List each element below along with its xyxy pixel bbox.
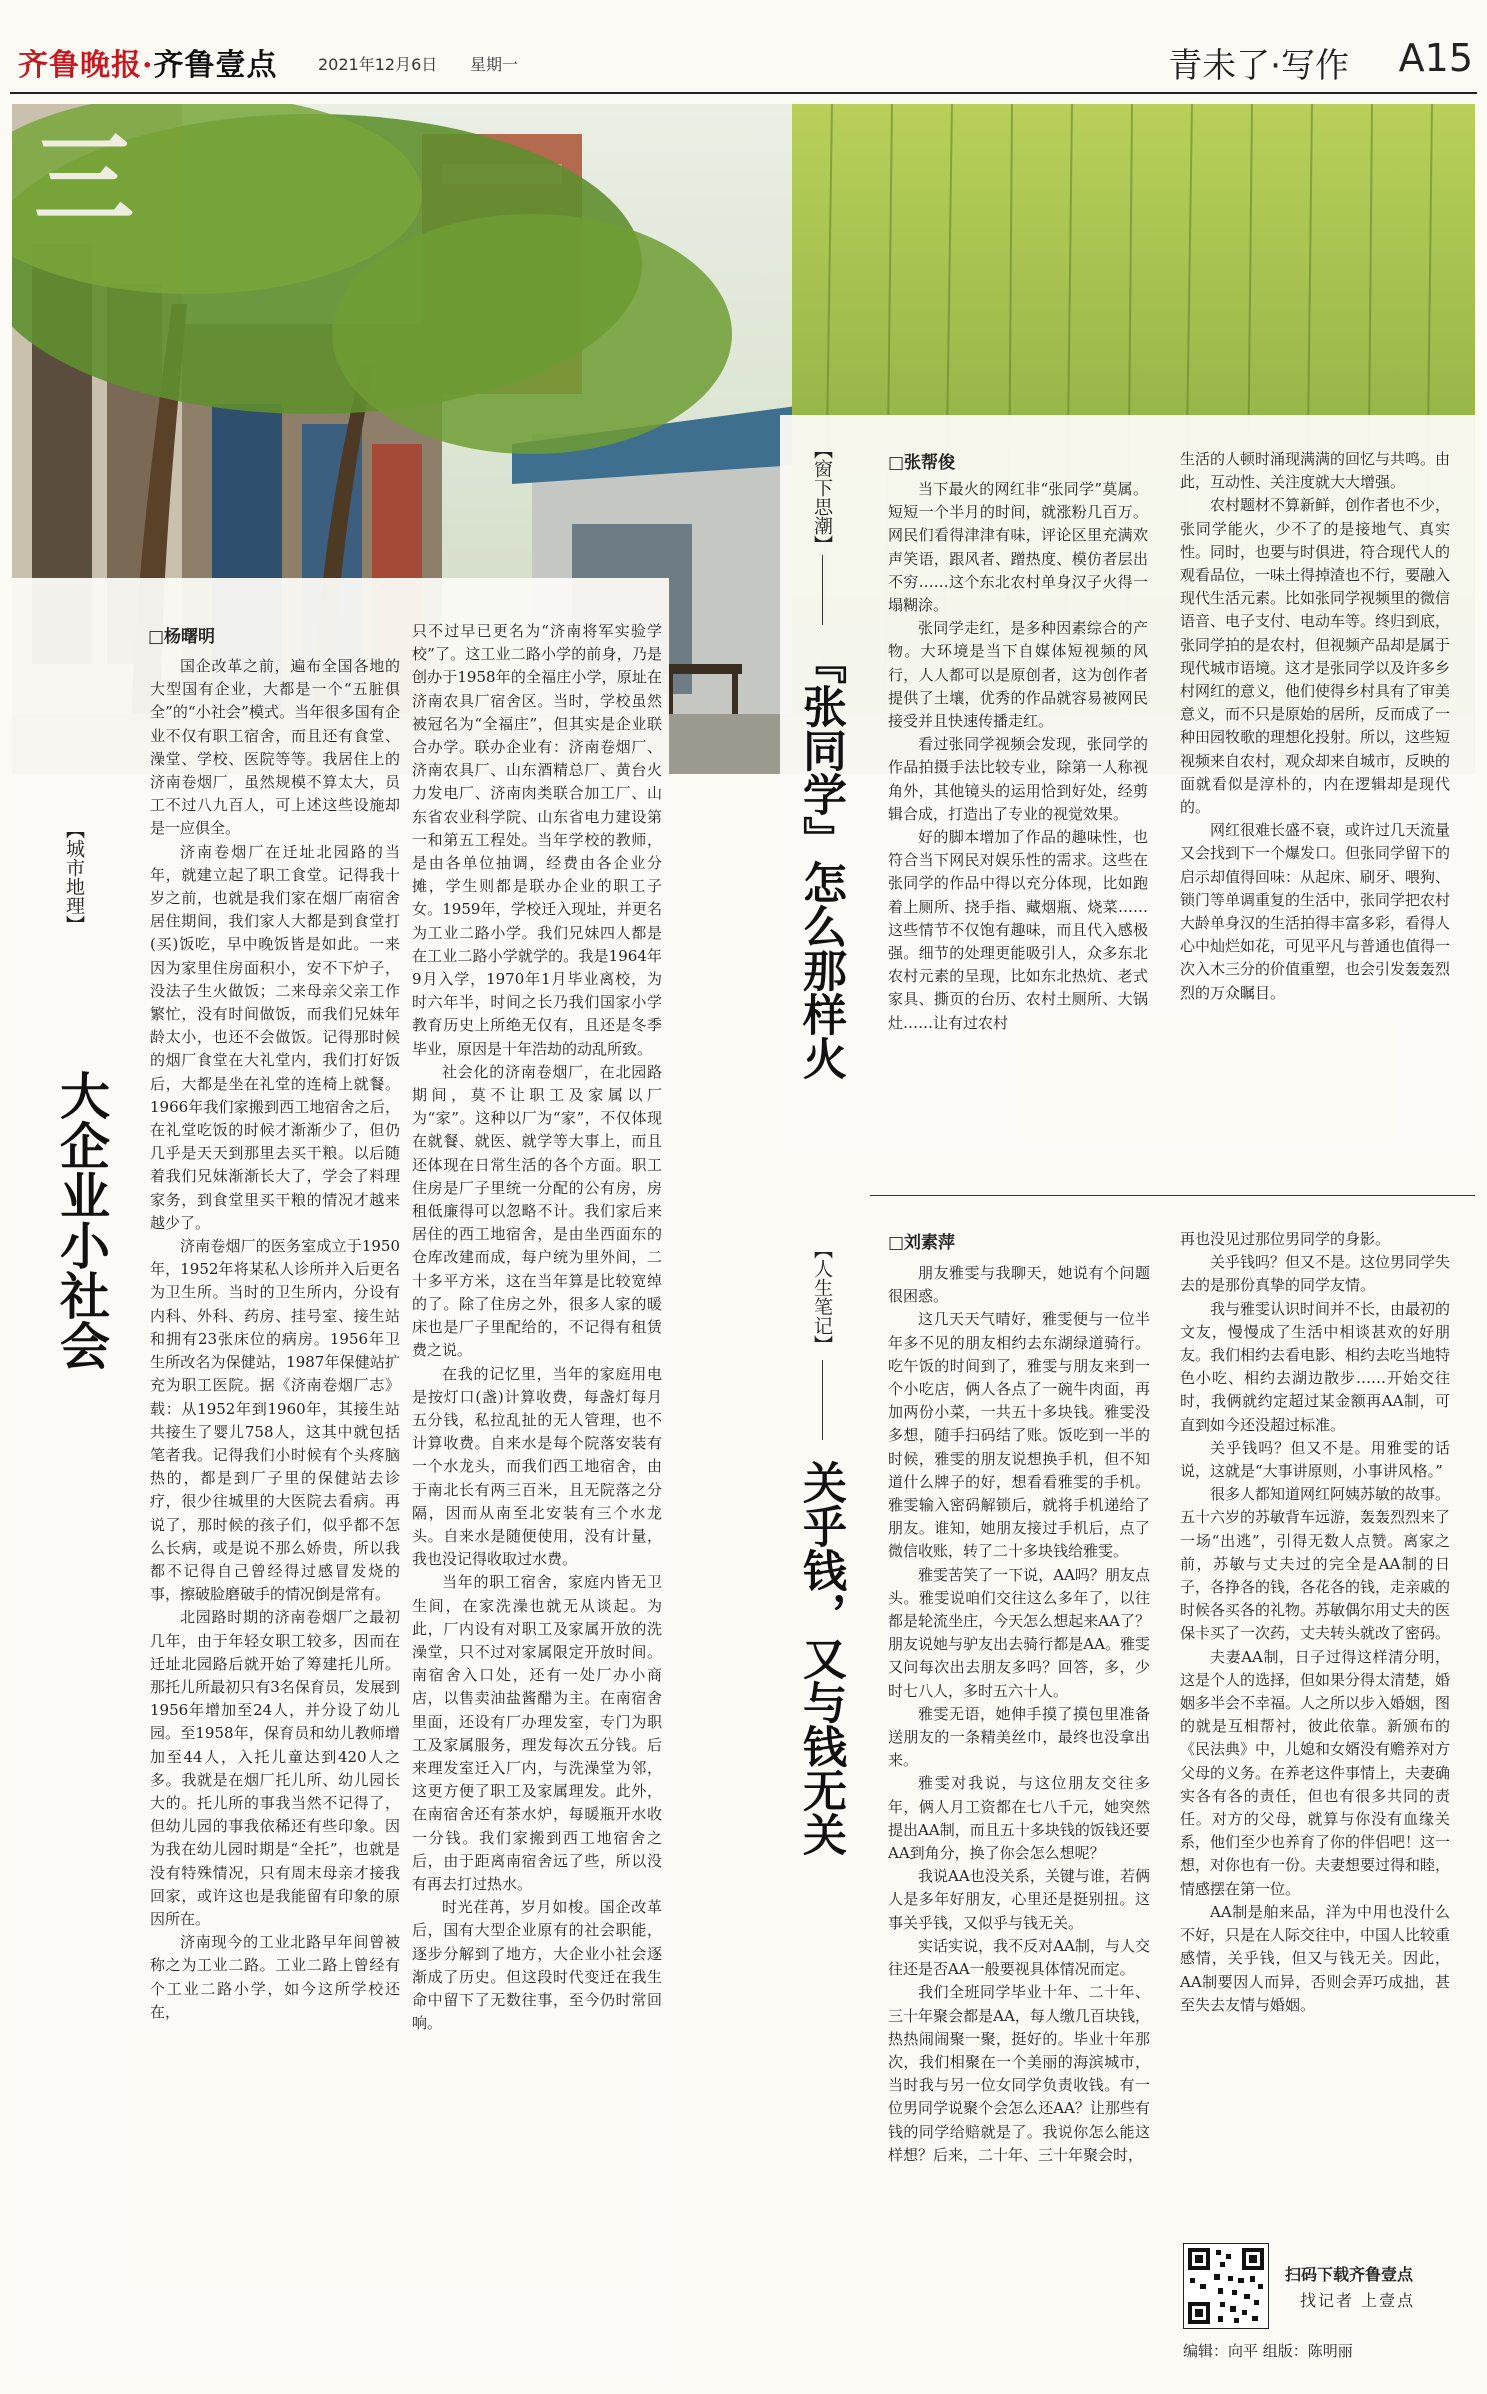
- qr-code[interactable]: [1183, 2243, 1269, 2329]
- article-divider: [870, 1195, 1475, 1196]
- page-number: A15: [1398, 36, 1473, 80]
- qr-subcaption: 找记者 上壹点: [1300, 2291, 1416, 2310]
- brand-separator: ·: [142, 48, 154, 83]
- brand-b: 齐鲁壹点: [153, 48, 278, 83]
- masthead-rule: [10, 92, 1477, 94]
- a1-c1-p3: 北园路时期的济南卷烟厂之最初几年，由于年轻女职工较多，因而在迁址北园路后就开始了筹建托儿所。那托儿所最初只有3名保育员，发展到1956年增加至24人，并分设了幼儿园。至1958年，保育员和幼儿教师增加至44人，入托儿童达到420人之多。我就是在烟厂托儿所、幼儿园长大的。托儿所的事我当然不记得了，但幼儿园的事我依稀还有些印象。因为我在幼儿园时期是“全托”，也就是没有特殊情况，只有周末母亲才接我回家，或许这也是我能留有印象的原因所在。: [150, 1608, 400, 1928]
- a3-c1-p2: 雅雯苦笑了一下说，AA吗？朋友点头。雅雯说咱们交往这么多年了，以往都是轮流坐庄，今天怎么想起来AA了？朋友说她与驴友出去骑行都是AA。雅雯又问每次出去朋友多吗？回答，多，少时七八人，多时五六十人。: [888, 1565, 1150, 1700]
- a3-c2-p0: 再也没见过那位男同学的身影。: [1180, 1230, 1391, 1248]
- section-name: 青未了·写作: [1168, 46, 1349, 86]
- a3-c1-p7: 我们全班同学毕业十年、二十年、三十年聚会都是AA，每人缴几百块钱，热热闹闹聚一聚，挺好的。毕业十年那次，我们相聚在一个美丽的海滨城市，当时我与另一位女同学负责收钱。有一位男同学说聚个会怎么还AA？让那些有钱的同学给赔就是了。我说你怎么能这样想？后来，二十年、三十年聚会时，: [888, 1983, 1150, 2164]
- article2-title: 『张同学』怎么那样火: [795, 640, 846, 1080]
- a2-c2-p0: 生活的人顿时涌现满满的回忆与共鸣。由此，互动性、关注度就大大增强。: [1180, 450, 1450, 492]
- article1-column-tag: 【城市地理】: [63, 820, 85, 934]
- a3-c1-p3: 雅雯无语，她伸手摸了摸包里准备送朋友的一条精美丝巾，最终也没拿出来。: [888, 1704, 1150, 1770]
- article2-column-tag: 【窗下思潮】: [811, 440, 833, 554]
- a1-c2-p3: 当年的职工宿舍，家庭内皆无卫生间，在家洗澡也就无从谈起。为此，厂内设有对职工及家属开放的洗澡堂，只不过对家属限定开放时间。南宿舍入口处，还有一处厂办小商店，以售卖油盐酱醋为主。在南宿舍里面，还设有厂办理发室，专门为职工及家属服务，理发每次五分钱。后来理发室迁入厂内，与洗澡堂为邻，这更方便了职工及家属理发。此外，在南宿舍还有茶水炉，每暖瓶开水收一分钱。我们家搬到西工地宿舍之后，由于距离南宿舍远了些，所以没有再去打过热水。: [412, 1573, 662, 1893]
- article3-rule: [822, 1360, 823, 1440]
- issue-date: 2021年12月6日: [318, 55, 438, 74]
- a1-c2-p0: 只不过早已更名为“济南将军实验学校”了。这工业二路小学的前身，乃是创办于1958年的全福庄小学，原址在济南农具厂宿舍区。当时，学校虽然被冠名为“全福庄”，但其实是企业联合办学。联办企业有：济南卷烟厂、济南农具厂、山东酒精总厂、黄台火力发电厂、济南肉类联合加工厂、山东省农业科学院、山东省电力建设第一和第五工程处。当年学校的教师，是由各单位抽调，经费由各企业分摊，学生则都是联办企业的职工子女。1959年，学校迁入现址，并更名为工业二路小学。我们兄妹四人都是在工业二路小学就学的。我是1964年9月入学，1970年1月毕业离校，为时六年半，时间之长乃我们国家小学教育历史上所绝无仅有，且还是冬季毕业，原因是十年浩劫的动乱所致。: [412, 622, 662, 1058]
- a3-c1-p0: 朋友雅雯与我聊天，她说有个问题很困惑。: [888, 1264, 1150, 1306]
- a3-c1-p1: 这几天天气晴好，雅雯便与一位半年多不见的朋友相约去东湖绿道骑行。吃午饭的时间到了，雅雯与朋友来到一个小吃店，俩人各点了一碗牛肉面，再加两份小菜，一共五十多块钱。雅雯没多想，随手扫码结了账。饭吃到一半的时候，雅雯的朋友说想换手机，但不知道什么牌子的好，想看看雅雯的手机。雅雯输入密码解锁后，就将手机递给了朋友。谁知，她朋友接过手机后，点了微信收账，转了二十多块钱给雅雯。: [888, 1310, 1150, 1561]
- article1-title: 大企业小社会: [52, 1070, 110, 1370]
- masthead: [0, 0, 1487, 92]
- photo-glyph: 三: [34, 121, 134, 238]
- article1-col1: [150, 655, 400, 2345]
- article2-col1: [888, 478, 1148, 1148]
- a3-c1-p4: 雅雯对我说，与这位朋友交往多年，俩人月工资都在七八千元，她突然提出AA制，而且五十多块钱的饭钱还要AA到角分，换了你会怎么想呢？: [888, 1774, 1150, 1863]
- a1-c1-p4: 济南现今的工业北路早年间曾被称之为工业二路。工业二路上曾经有个工业二路小学，如今这所学校还在，: [150, 1933, 400, 2021]
- a1-c2-p4: 时光荏苒，岁月如梭。国企改革后，国有大型企业原有的社会职能，逐步分解到了地方，大企业小社会逐渐成了历史。但这段时代变迁在我生命中留下了无数往事，至今仍时常回响。: [412, 1898, 662, 2033]
- brand-a: 齐鲁晚报: [18, 48, 142, 83]
- a3-c2-p2: 我与雅雯认识时间并不长，由最初的文友，慢慢成了生活中相谈甚欢的好朋友。我们相约去看电影、相约去吃当地特色小吃、相约去湖边散步……开始交往时，我俩就约定超过某金额再AA制，可直到如今还没超过标准。: [1180, 1299, 1450, 1434]
- article2-col2: [1180, 448, 1450, 1148]
- qr-caption: 扫码下载齐鲁壹点: [1285, 2265, 1414, 2284]
- article3-byline: □刘素萍: [888, 1233, 956, 1253]
- a3-c1-p6: 实话实说，我不反对AA制，与人交往还是否AA一般要视具体情况而定。: [888, 1936, 1150, 1979]
- brand-logo: [18, 40, 277, 84]
- a3-c2-p3: 关乎钱吗？但又不是。用雅雯的话说，这就是“大事讲原则，小事讲风格。”: [1180, 1438, 1450, 1481]
- a2-c1-p1: 张同学走红，是多种因素综合的产物。大环境是当下自媒体短视频的风行，人人都可以是原创者，这为创作者提供了土壤，优秀的作品就容易被网民接受并且快速传播走红。: [888, 619, 1148, 731]
- a3-c2-p4: 很多人都知道网红阿姨苏敏的故事。五十六岁的苏敏背车远游，轰轰烈烈来了一场“出逃”，引得无数人点赞。离家之前，苏敏与丈夫过的完全是AA制的日子，各挣各的钱，各花各的钱，走亲戚的时候各买各的礼物。苏敏偶尔用丈夫的医保卡买了一次药，丈夫转头就改了密码。: [1180, 1485, 1450, 1643]
- article3-col2: [1180, 1228, 1450, 2233]
- article3-column-tag: 【人生笔记】: [811, 1240, 833, 1354]
- article3-col1: [888, 1262, 1150, 2372]
- issue-weekday: 星期一: [470, 55, 519, 74]
- a3-c2-p5: 夫妻AA制，日子过得这样清分明，这是个人的选择，但如果分得太清楚，婚姻多半会不幸福。人之所以步入婚姻，图的就是互相帮衬，彼此依靠。新颁布的《民法典》中，儿媳和女婿没有赡养对方父母的义务。在养老这件事情上，夫妻确实各有各的责任，但也有很多共同的责任。对方的父母，就算与你没有血缘关系，他们至少也养育了你的伴侣吧！这一想，对你也有一份。夫妻想要过得和睦，情感摆在第一位。: [1180, 1647, 1450, 1898]
- article3-title: 关乎钱，又与钱无关: [795, 1460, 846, 1856]
- a1-c1-p2: 济南卷烟厂的医务室成立于1950年，1952年将某私人诊所并入后更名为卫生所。当时的卫生所内，分设有内科、外科、药房、挂号室、接生站和拥有23张床位的病房。1956年卫生所改名为保健站，1987年保健站扩充为职工医院。据《济南卷烟厂志》载：从1952年到1960年，其接生站共接生了婴儿758人，这其中就包括笔者我。记得我们小时候有个头疼脑热的，都是到厂子里的保健站去诊疗，很少往城里的大医院去看病。再说了，那时候的孩子们，似乎都不怎么长病，或是说不那么娇贵，所以我都不记得自己曾经得过感冒发烧的事，擦破脸磨破手的情况倒是常有。: [150, 1237, 400, 1604]
- a3-c2-p6: AA制是舶来品，洋为中用也没什么不好，只是在人际交往中，中国人比较重感情，关乎钱，但又与钱无关。因此，AA制要因人而异，否则会弄巧成拙，甚至失去友情与婚姻。: [1180, 1902, 1450, 2014]
- a1-c1-p1: 济南卷烟厂在迁址北园路的当年，就建立起了职工食堂。记得我十岁之前，也就是我们家在烟厂南宿舍居住期间，我们家人大都是到食堂打(买)饭吃，早中晚饭皆是如此。一来因为家里住房面积小，安不下炉子，没法子生火做饭；二来母亲父亲工作繁忙，没有时间做饭，而我们兄妹年龄太小，也还不会做饭。记得那时候的烟厂食堂在大礼堂内，我们打好饭后，大都是坐在礼堂的连椅上就餐。1966年我们家搬到西工地宿舍之后，在礼堂吃饭的时候才渐渐少了，但仍几乎是天天到那里去买干粮。以后随着我们兄妹渐渐长大了，学会了料理家务，到食堂里买干粮的情况才越来越少了。: [150, 842, 400, 1232]
- a3-c1-p5: 我说AA也没关系，关键与谁，若俩人是多年好朋友，心里还是挺别扭。这事关乎钱，又似乎与钱无关。: [888, 1867, 1150, 1932]
- a1-c2-p2: 在我的记忆里，当年的家庭用电是按灯口(盏)计算收费，每盏灯每月五分钱，私拉乱扯的无人管理，也不计算收费。自来水是每个院落安装有一个水龙头，而我们西工地宿舍，由于南北长有两三百米，且无院落之分隔，因而从南至北安装有三个水龙头。自来水是随便使用，没有计量，我也没记得收取过水费。: [412, 1364, 662, 1569]
- a2-c1-p0: 当下最火的网红非“张同学”莫属。短短一个半月的时间，就涨粉几百万。网民们看得津津有味，评论区里充满欢声笑语，跟风者、蹭热度、模仿者层出不穷……这个东北农村单身汉子火得一塌糊涂。: [888, 480, 1148, 615]
- article2-rule: [822, 555, 823, 625]
- article2-byline: □张帮俊: [888, 453, 956, 473]
- a2-c2-p2: 网红很难长盛不衰，或许过几天流量又会找到下一个爆发口。但张同学留下的启示却值得回味：从起床、刷牙、喂狗、锁门等单调重复的生活中，张同学把农村大龄单身汉的生活拍得丰富多彩，看得人心中灿烂如花，可见平凡与普通也值得一次入木三分的价值重塑，也会引发轰轰烈烈的万众瞩目。: [1180, 821, 1450, 1002]
- article1-byline: □杨曙明: [148, 627, 216, 647]
- a2-c1-p3: 好的脚本增加了作品的趣味性，也符合当下网民对娱乐性的需求。这些在张同学的作品中得以充分体现，比如跑着上厕所、挠手指、藏烟瓶、烧菜……这些情节不仅饱有趣味，而且代入感极强。细节的处理更能吸引人，众多东北农村元素的呈现，比如东北热炕、老式家具、撕页的台历、农村土厕所、大锅灶……让有过农村: [888, 828, 1148, 1032]
- a1-c2-p1: 社会化的济南卷烟厂，在北园路期间，莫不让职工及家属以厂为“家”。这种以厂为“家”，不仅体现在就餐、就医、就学等大事上，而且还体现在日常生活的各个方面。职工住房是厂子里统一分配的公有房，房租低廉得可以忽略不计。我们家后来居住的西工地宿舍，是由坐西面东的仓库改建而成，每户统为里外间，二十多平方米，这在当年算是比较宽绰的了。除了住房之外，很多人家的暖床也是厂子里配给的，不记得有租赁费之说。: [412, 1062, 662, 1360]
- a2-c1-p2: 看过张同学视频会发现，张同学的作品拍摄手法比较专业，除第一人称视角外，其他镜头的运用恰到好处，经剪辑合成，打造出了专业的视觉效果。: [888, 735, 1148, 823]
- editor-credit: 编辑：向平 组版：陈明丽: [1183, 2342, 1353, 2360]
- a2-c2-p1: 农村题材不算新鲜，创作者也不少，张同学能火，少不了的是接地气、真实性。同时，也要与时俱进，符合现代人的观看品位，一味土得掉渣也不行，要融入现代生活元素。比如张同学视频里的微信语音、电子支付、电动车等。终归到底，张同学拍的是农村，但视频产品却是属于现代城市语境。这才是张同学以及许多乡村网红的意义，他们使得乡村具有了审美意义，而不只是原始的居所，反而成了一种田园牧歌的理想化投射。所以，这些短视频来自农村，观众却来自城市，反映的面就看似是淳朴的，内在逻辑却是现代的。: [1180, 496, 1450, 817]
- article1-col2: [412, 620, 662, 2345]
- a1-c1-p0: 国企改革之前，遍布全国各地的大型国有企业，大都是一个“五脏俱全”的“小社会”模式。当年很多国有企业不仅有职工宿舍，而且还有食堂、澡堂、学校、医院等等。我居住上的济南卷烟厂，虽然规模不算太大，员工不过八九百人，可上述这些设施却是一应俱全。: [150, 657, 400, 838]
- a3-c2-p1: 关乎钱吗？但又不是。这位男同学失去的是那份真挚的同学友情。: [1180, 1253, 1450, 1295]
